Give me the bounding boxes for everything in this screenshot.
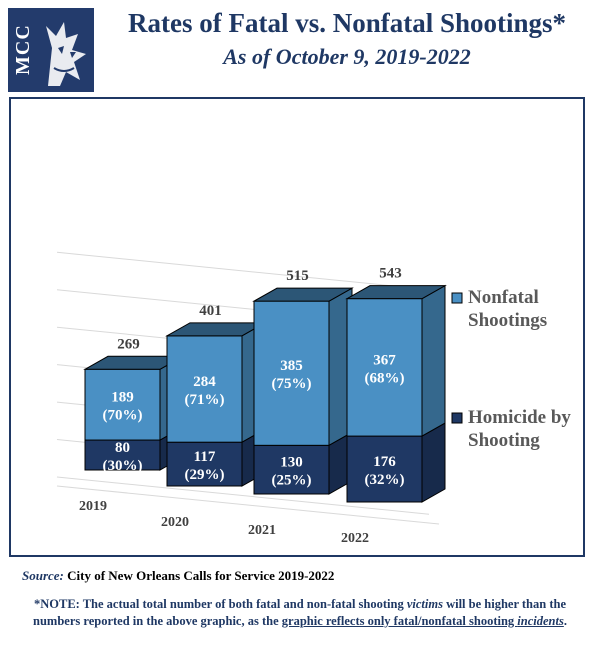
label-nonfatal-2022: 367 (373, 352, 396, 369)
label-total-2020: 401 (199, 302, 222, 319)
label-homicide-2019: 80 (115, 440, 130, 457)
bar-nonfatal-side-2022 (422, 286, 445, 436)
wolf-mascot-icon (8, 8, 94, 92)
category-label-2022: 2022 (341, 531, 369, 546)
pct-nonfatal-2021: (75%) (271, 376, 312, 393)
category-label-2021: 2021 (248, 523, 276, 538)
pct-homicide-2020: (29%) (184, 467, 225, 484)
category-label-2019: 2019 (79, 499, 107, 514)
pct-nonfatal-2019: (70%) (102, 407, 143, 424)
label-homicide-2020: 117 (193, 449, 216, 466)
legend-swatch-0 (452, 293, 462, 303)
chart-title: Rates of Fatal vs. Nonfatal Shootings* (127, 8, 566, 38)
chart-subtitle: As of October 9, 2019-2022 (223, 44, 471, 69)
mcc-logo (8, 8, 94, 92)
label-nonfatal-2019: 189 (111, 389, 134, 406)
note-underline-text: graphic reflects only fatal/nonfatal shooting (281, 614, 518, 628)
note-part2: will be higher than the numbers reported in the above graphic, as the (33, 597, 566, 628)
pct-homicide-2022: (32%) (364, 472, 405, 489)
label-total-2019: 269 (117, 336, 140, 353)
bar-homicide-side-2022 (422, 423, 445, 502)
label-homicide-2021: 130 (280, 454, 303, 471)
legend-label-1: Homicide by Shooting (468, 407, 571, 451)
stacked-bar-chart (9, 97, 585, 557)
pct-nonfatal-2022: (68%) (364, 370, 405, 387)
note-underlined (282, 614, 564, 628)
pct-homicide-2019: (30%) (102, 458, 143, 475)
footnote (10, 596, 590, 630)
label-total-2022: 543 (379, 265, 402, 282)
source-line (22, 568, 334, 584)
note-end: . (563, 614, 567, 628)
pct-homicide-2021: (25%) (271, 472, 312, 489)
label-nonfatal-2021: 385 (280, 358, 303, 375)
note-part1: *NOTE: The actual total number of both fatal and non-fatal shooting (33, 597, 407, 611)
label-homicide-2022: 176 (373, 454, 396, 471)
note-incidents: incidents (517, 614, 564, 628)
pct-nonfatal-2020: (71%) (184, 392, 225, 409)
source-label: Source: (22, 568, 64, 583)
source-text: City of New Orleans Calls for Service 2019-2022 (63, 568, 335, 583)
note-victims: victims (406, 597, 443, 611)
legend-label-0: Nonfatal Shootings (468, 287, 548, 331)
gridline (57, 252, 429, 289)
label-total-2021: 515 (286, 268, 309, 285)
logo-text: MCC (12, 24, 34, 76)
category-label-2020: 2020 (161, 515, 189, 530)
label-nonfatal-2020: 284 (193, 374, 216, 391)
legend-swatch-1 (452, 413, 462, 423)
